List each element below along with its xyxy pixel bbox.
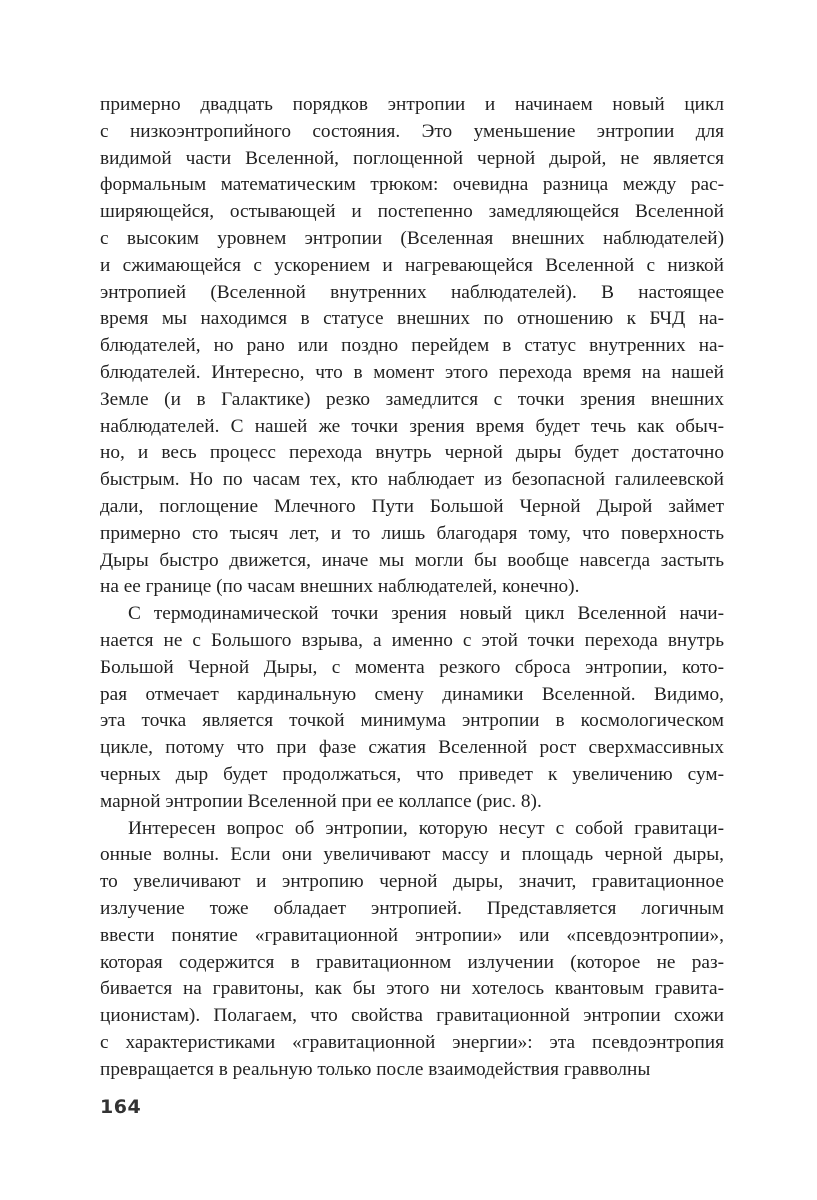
text-line: на ее границе (по часам внешних наблюдателей, конечно). (100, 576, 580, 598)
text-line: с низкоэнтропийного состояния. Это уменьшение энтропии для (100, 120, 724, 142)
text-line: с высоким уровнем энтропии (Вселенная внешних наблюдателей) (100, 227, 724, 249)
text-line: бивается на гравитоны, как бы этого ни хотелось квантовым гравита- (100, 978, 724, 1000)
text-line: блюдателей. Интересно, что в момент этого перехода время на нашей (100, 361, 724, 383)
text-line: то увеличивают и энтропию черной дыры, значит, гравитационное (100, 871, 724, 893)
text-line: блюдателей, но рано или поздно перейдем в статус внутренних на- (100, 335, 724, 357)
text-line: ширяющейся, остывающей и постепенно замедляющейся Вселенной (100, 201, 724, 223)
text-line: эта точка является точкой минимума энтропии в космологическом (100, 710, 724, 732)
text-line: энтропией (Вселенной внутренних наблюдателей). В настоящее (100, 281, 724, 303)
text-line: формальным математическим трюком: очевидна разница между рас- (100, 174, 724, 196)
text-line: Большой Черной Дыры, с момента резкого сброса энтропии, кото- (100, 656, 724, 678)
text-line: С термодинамической точки зрения новый цикл Вселенной начи- (128, 603, 724, 625)
paragraph (100, 92, 724, 601)
text-line: превращается в реальную только после взаимодействия гравволны (100, 1058, 651, 1080)
text-line: время мы находимся в статусе внешних по отношению к БЧД на- (100, 308, 724, 330)
text-line: излучение тоже обладает энтропией. Представляется логичным (100, 897, 724, 919)
text-line: Интересен вопрос об энтропии, которую несут с собой гравитаци- (128, 817, 724, 839)
text-line: Земле (и в Галактике) резко замедлится с точки зрения внешних (100, 388, 724, 410)
text-line: и сжимающейся с ускорением и нагревающейся Вселенной с низкой (100, 254, 724, 276)
paragraph (100, 601, 724, 815)
text-line: цикле, потому что при фазе сжатия Вселенной рост сверхмассивных (100, 737, 724, 759)
text-line: Дыры быстро движется, иначе мы могли бы вообще навсегда застыть (100, 549, 724, 571)
text-line: видимой части Вселенной, поглощенной черной дырой, не является (100, 147, 724, 169)
paragraph (100, 816, 724, 1084)
text-line: дали, поглощение Млечного Пути Большой Черной Дырой займет (100, 495, 724, 517)
text-line: нается не с Большого взрыва, а именно с этой точки перехода внутрь (100, 629, 724, 651)
text-line: онные волны. Если они увеличивают массу и площадь черной дыры, (100, 844, 724, 866)
text-line: с характеристиками «гравитационной энергии»: эта псевдоэнтропия (100, 1031, 724, 1053)
text-line: примерно сто тысяч лет, и то лишь благодаря тому, что поверхность (100, 522, 724, 544)
text-line: марной энтропии Вселенной при ее коллапсе (рис. 8). (100, 790, 542, 812)
text-line: наблюдателей. С нашей же точки зрения время будет течь как обыч- (100, 415, 724, 437)
text-line: которая содержится в гравитационном излучении (которое не раз- (100, 951, 724, 973)
text-line: быстрым. Но по часам тех, кто наблюдает из безопасной галилеевской (100, 469, 724, 491)
text-line: но, и весь процесс перехода внутрь черной дыры будет достаточно (100, 442, 724, 464)
body-text (100, 92, 724, 1083)
text-line: примерно двадцать порядков энтропии и начинаем новый цикл (100, 94, 724, 115)
text-line: черных дыр будет продолжаться, что приведет к увеличению сум- (100, 763, 724, 785)
text-line: ввести понятие «гравитационной энтропии» или «псевдоэнтропии», (100, 924, 724, 946)
text-line: ционистам). Полагаем, что свойства гравитационной энтропии схожи (100, 1005, 724, 1027)
text-line: рая отмечает кардинальную смену динамики Вселенной. Видимо, (100, 683, 724, 705)
page-number: 164 (100, 1096, 142, 1118)
